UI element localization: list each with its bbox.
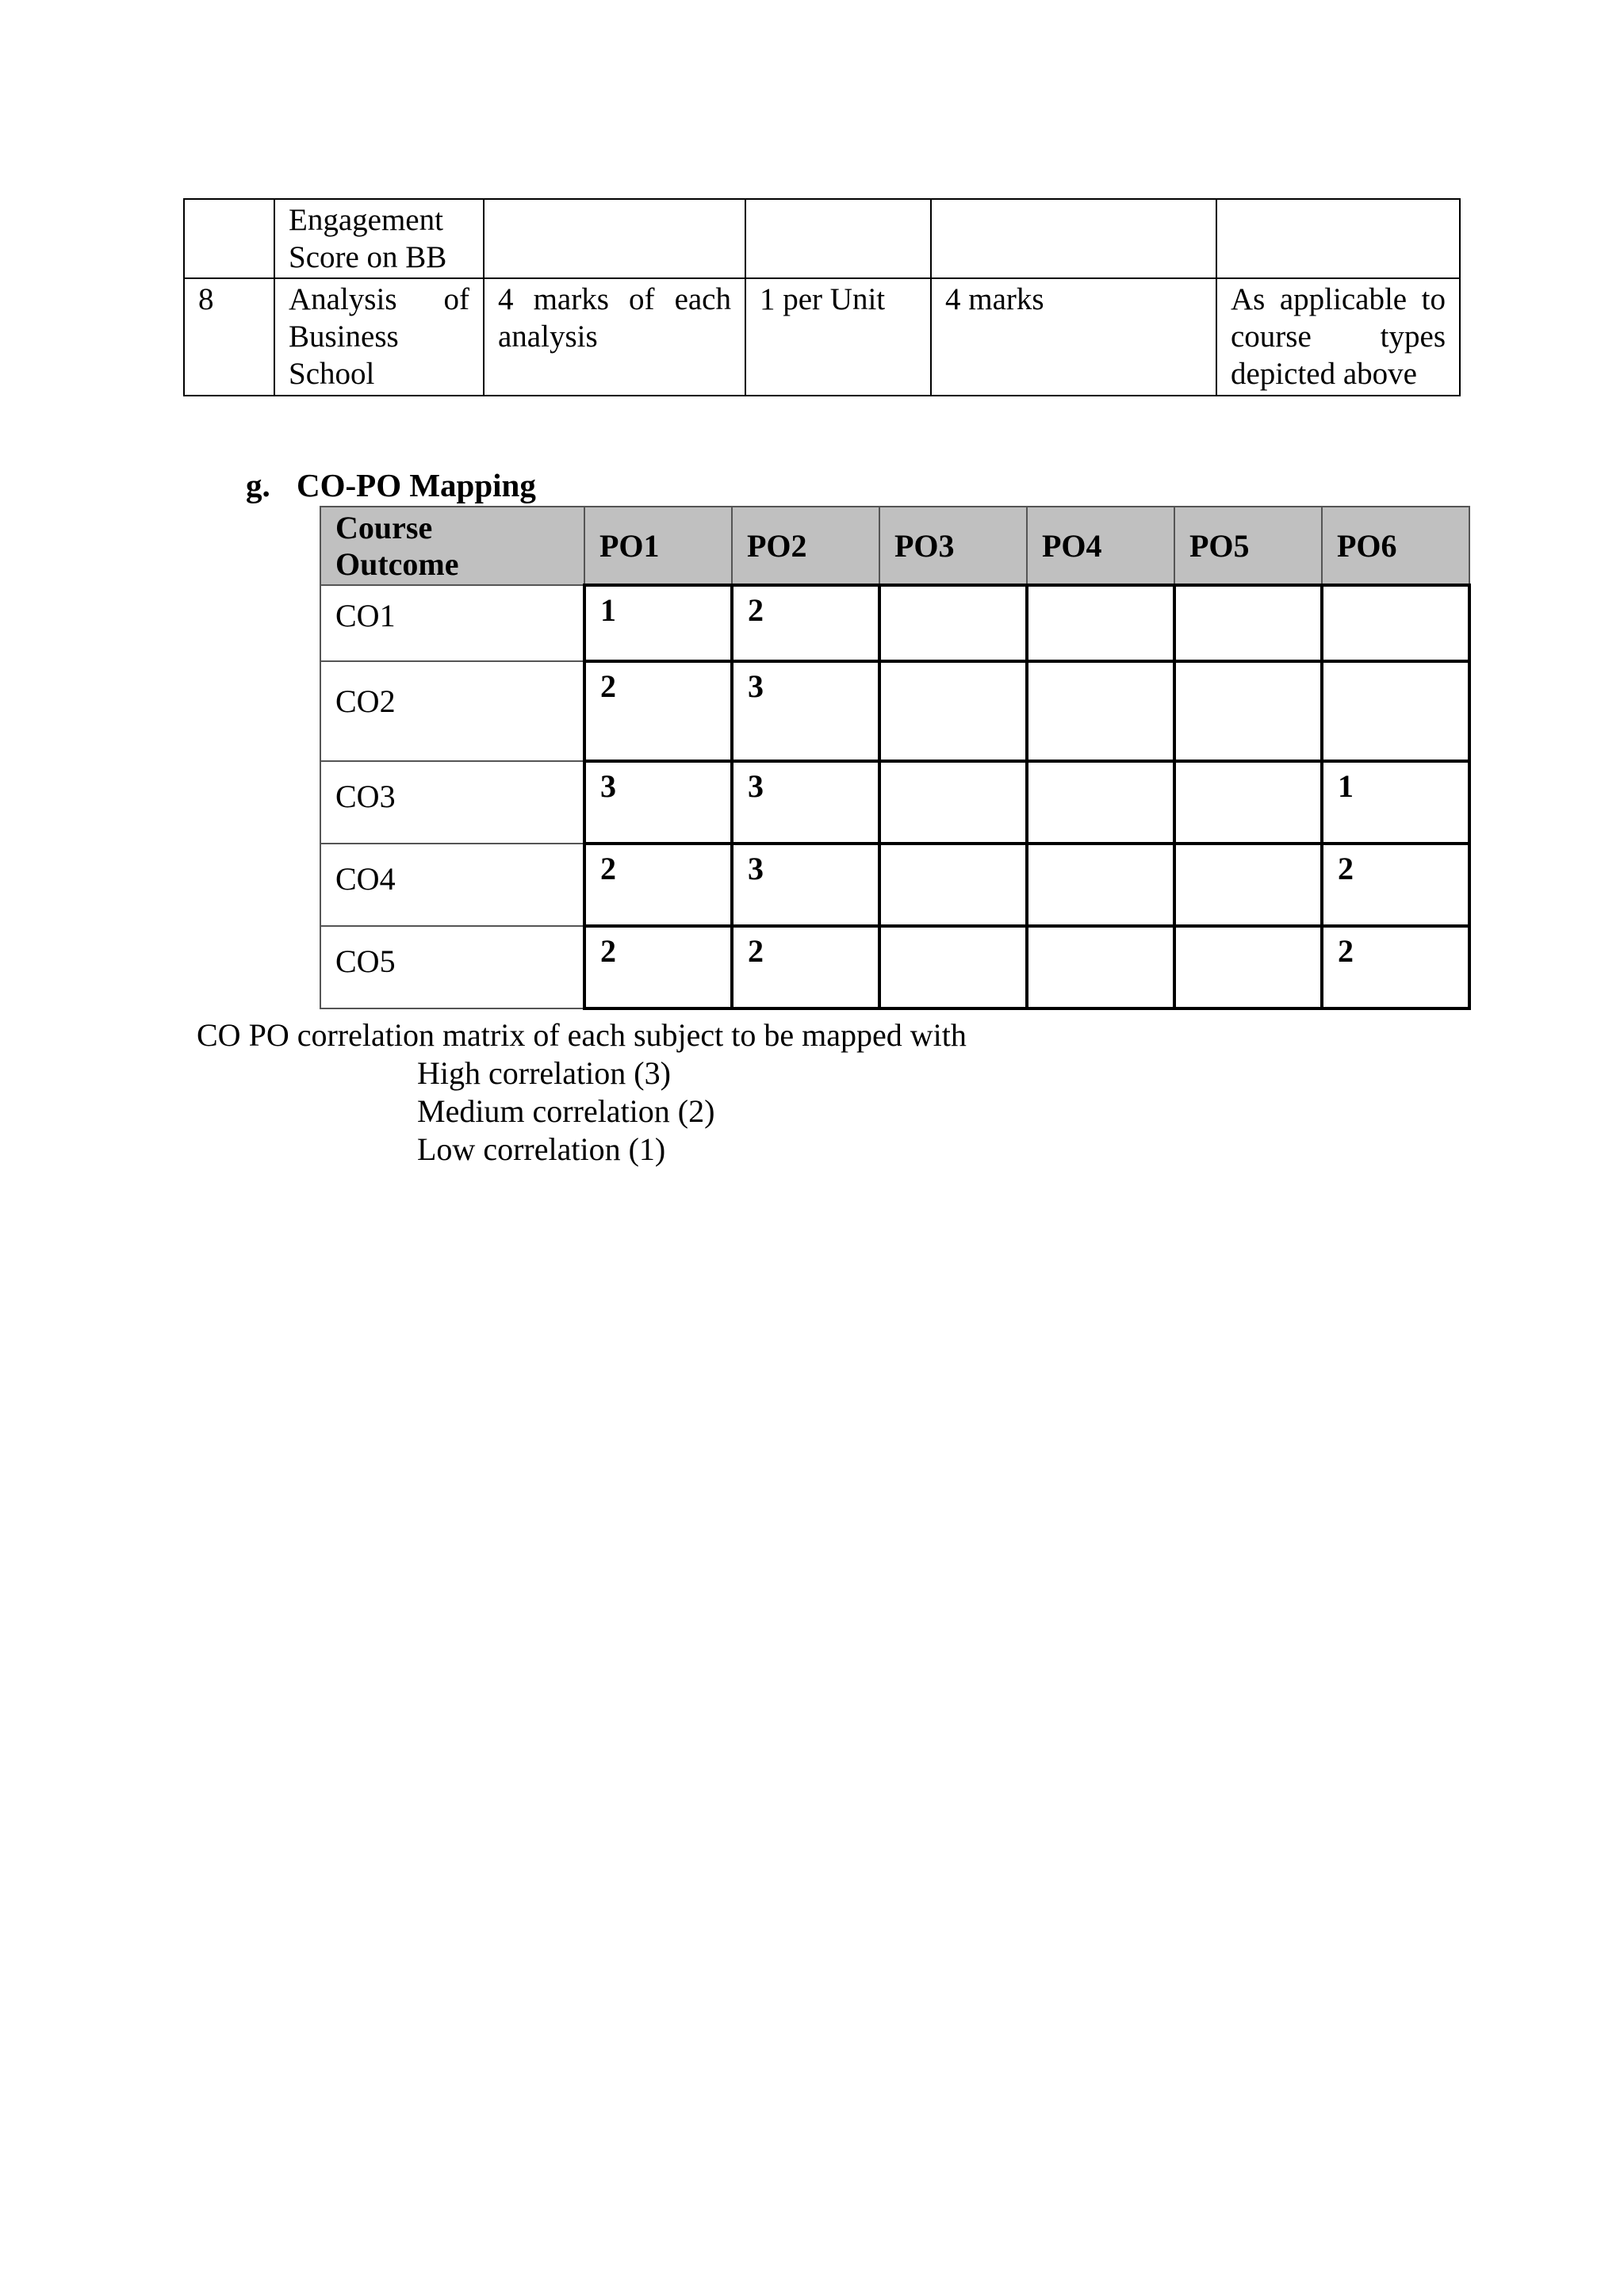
mapping-value: 3 <box>584 761 732 844</box>
course-outcome-label: CO3 <box>320 761 584 844</box>
course-outcome-label: CO5 <box>320 926 584 1008</box>
mapping-value: 2 <box>732 926 879 1008</box>
header-line: Course <box>335 509 433 545</box>
table-row <box>184 278 1460 396</box>
mapping-value: 1 <box>1322 761 1469 844</box>
correlation-note <box>197 1016 967 1169</box>
table-row <box>320 761 1469 844</box>
note-intro: CO PO correlation matrix of each subject to be mapped with <box>197 1017 967 1053</box>
mapping-value: 2 <box>584 926 732 1008</box>
mapping-value <box>879 585 1027 661</box>
mapping-value <box>1174 585 1322 661</box>
header-po6: PO6 <box>1322 507 1469 585</box>
correlation-level-low: Low correlation (1) <box>417 1131 666 1167</box>
cell-frequency <box>745 199 931 278</box>
mapping-value: 2 <box>732 585 879 661</box>
mapping-value <box>1174 661 1322 761</box>
mapping-value <box>1174 926 1322 1008</box>
header-po5: PO5 <box>1174 507 1322 585</box>
mapping-value: 2 <box>584 844 732 926</box>
table-row <box>320 661 1469 761</box>
mapping-value: 2 <box>1322 844 1469 926</box>
mapping-value <box>879 661 1027 761</box>
cell-frequency: 1 per Unit <box>745 278 931 396</box>
mapping-value: 3 <box>732 761 879 844</box>
mapping-value <box>1027 926 1174 1008</box>
table-row <box>320 585 1469 661</box>
header-line: Outcome <box>335 545 459 582</box>
cell-marks <box>484 199 745 278</box>
course-outcome-label: CO2 <box>320 661 584 761</box>
mapping-value <box>1322 585 1469 661</box>
mapping-value <box>879 761 1027 844</box>
header-row <box>320 507 1469 585</box>
item-line: Business <box>289 320 399 354</box>
mapping-value: 2 <box>1322 926 1469 1008</box>
header-po1: PO1 <box>584 507 732 585</box>
cell-applicability: As applicable to course types depicted above <box>1216 278 1460 396</box>
table-row <box>320 926 1469 1008</box>
table-row <box>184 199 1460 278</box>
header-po4: PO4 <box>1027 507 1174 585</box>
cell-number <box>184 199 274 278</box>
mapping-value <box>879 844 1027 926</box>
cell-number: 8 <box>184 278 274 396</box>
mapping-value <box>1027 844 1174 926</box>
item-line: Analysis of <box>289 282 469 316</box>
cell-item <box>274 199 484 278</box>
mapping-value <box>1027 761 1174 844</box>
header-course-outcome <box>320 507 584 585</box>
mapping-value <box>1174 844 1322 926</box>
mapping-value <box>1027 661 1174 761</box>
item-line: Engagement <box>289 203 443 237</box>
assessment-table <box>183 198 1461 396</box>
cell-total: 4 marks <box>931 278 1216 396</box>
course-outcome-label: CO1 <box>320 585 584 661</box>
course-outcome-label: CO4 <box>320 844 584 926</box>
correlation-level-medium: Medium correlation (2) <box>417 1093 715 1129</box>
correlation-level-high: High correlation (3) <box>417 1055 671 1091</box>
list-marker: g. <box>246 467 270 503</box>
copo-mapping-table <box>320 506 1471 1010</box>
mapping-value: 1 <box>584 585 732 661</box>
cell-total <box>931 199 1216 278</box>
cell-applicability <box>1216 199 1460 278</box>
item-line: Score on BB <box>289 240 447 274</box>
section-heading <box>246 466 536 504</box>
mapping-value <box>1027 585 1174 661</box>
header-po2: PO2 <box>732 507 879 585</box>
header-po3: PO3 <box>879 507 1027 585</box>
cell-item <box>274 278 484 396</box>
cell-marks: 4 marks of each analysis <box>484 278 745 396</box>
mapping-value <box>879 926 1027 1008</box>
item-line: School <box>289 357 375 391</box>
mapping-value: 2 <box>584 661 732 761</box>
mapping-value: 3 <box>732 844 879 926</box>
mapping-value: 3 <box>732 661 879 761</box>
section-title: CO-PO Mapping <box>297 467 536 503</box>
mapping-value <box>1174 761 1322 844</box>
mapping-value <box>1322 661 1469 761</box>
table-row <box>320 844 1469 926</box>
